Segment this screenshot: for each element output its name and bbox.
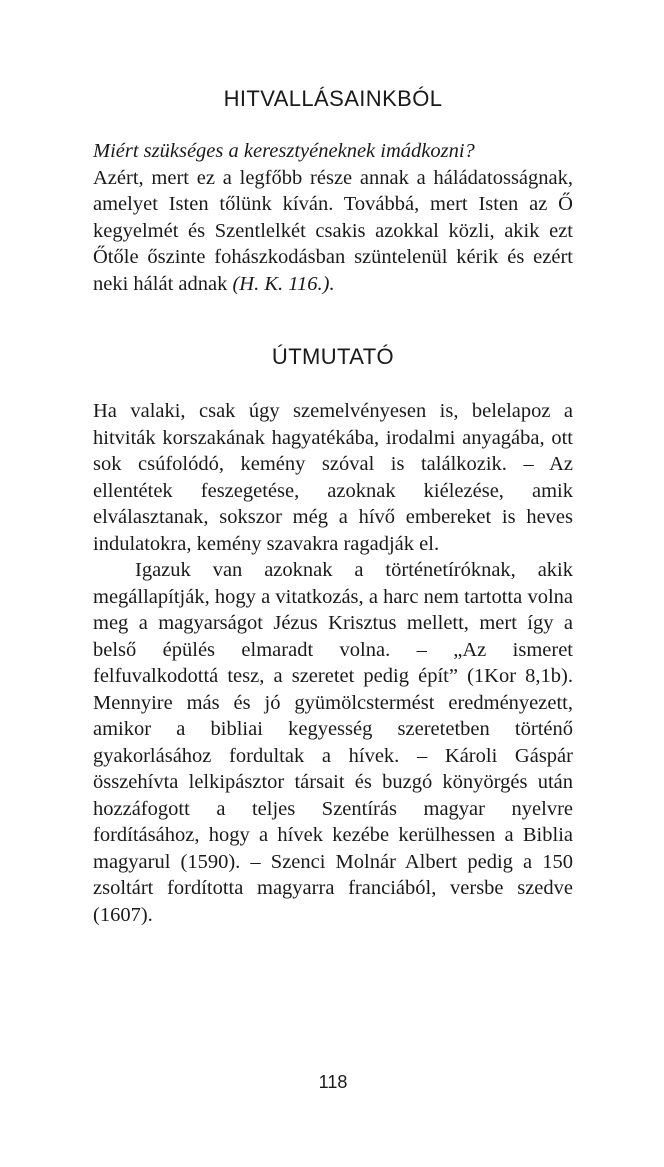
catechism-answer: Azért, mert ez a legfőbb része annak a háládatosságnak, amelyet Isten tőlünk kíván. Továbbá, mert Isten az Ő kegyelmét és Szentlelkét csakis azokkal közli, akik ezt Őtőle őszinte fohászkodásban szüntelenül kérik és ezért neki hálát adnak [93,166,573,295]
guide-paragraph-2: Igazuk van azoknak a történetíróknak, akik megállapítják, hogy a vitatkozás, a harc nem tartotta volna meg a magyarságot Jézus Krisztus mellett, mert így a belső épülés elmaradt volna. – „Az ismeret felfuvalkodottá tesz, a szeretet pedig épít” (1Kor 8,1b). Mennyire más és jó gyümölcstermést eredményezett, amikor a bibliai kegyesség szeretetben történő gyakorlásához fordultak a hívek. – Károli Gáspár összehívta lelkipásztor társait és buzgó könyörgés után hozzáfogott a teljes Szentírás magyar nyelvre fordításához, hogy a hívek kezébe kerülhessen a Biblia magyarul (1590). – Szenci Molnár Albert pedig a 150 zsoltárt fordította magyarra franciából, versbe szedve (1607). [93,559,573,926]
page-number: 118 [318,1072,348,1092]
book-page [93,0,573,1167]
section-heading-confessions: HITVALLÁSAINKBÓL [223,86,443,111]
catechism-question: Miért szükséges a keresztyéneknek imádkozni? [93,140,475,162]
guide-block [93,398,573,928]
section-heading-guide: ÚTMUTATÓ [271,344,395,369]
confession-block [93,138,573,297]
catechism-citation: (H. K. 116.). [232,272,335,295]
guide-paragraph-1: Ha valaki, csak úgy szemelvényesen is, belelapoz a hitviták korszakának hagyatékába, irodalmi anyagába, ott sok csúfolódó, kemény szóval is találkozik. – Az ellentétek feszegetése, azoknak kiélezése, amik elválasztanak, sokszor még a hívő embereket is heves indulatokra, kemény szavakra ragadják el. [93,400,573,555]
